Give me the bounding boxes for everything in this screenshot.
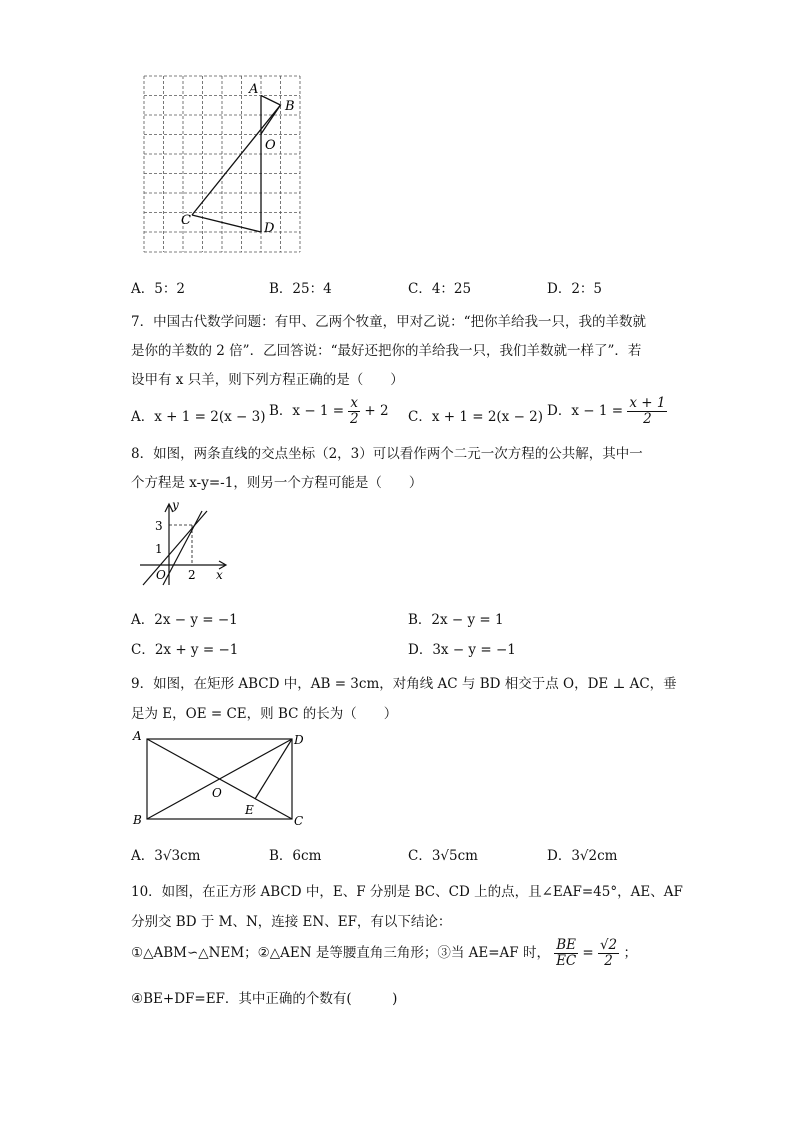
q9-option-a[interactable]: A．3√3cm bbox=[131, 848, 201, 864]
q8-option-a[interactable]: A．2x − y = −1 bbox=[131, 612, 238, 628]
q7-option-a[interactable]: A．x + 1 = 2(x − 3) bbox=[131, 409, 266, 425]
label-C: C bbox=[294, 814, 304, 828]
q7-b-num: x bbox=[350, 395, 359, 411]
q10-line4: ④BE+DF=EF．其中正确的个数有( ) bbox=[131, 991, 398, 1007]
label-B: B bbox=[285, 99, 295, 114]
q10-rhs-num: √2 bbox=[599, 937, 618, 953]
q7-d-den: 2 bbox=[643, 410, 652, 427]
figure-q9-rectangle bbox=[130, 728, 315, 830]
q7-d-pre: D．x − 1 = bbox=[547, 402, 624, 419]
axis-x-label: x bbox=[216, 568, 223, 582]
q10-line3-post: ； bbox=[623, 944, 637, 961]
q6-option-c[interactable]: C．4：25 bbox=[408, 281, 472, 297]
q7-option-d[interactable] bbox=[547, 396, 667, 427]
q10-rhs-den: 2 bbox=[604, 952, 613, 969]
q10-eq: = bbox=[582, 944, 594, 961]
q10-frac-be-ec bbox=[554, 938, 578, 969]
label-A: A bbox=[249, 82, 259, 97]
tick-1: 1 bbox=[155, 542, 163, 556]
tick-3: 3 bbox=[155, 519, 163, 533]
label-A: A bbox=[133, 729, 142, 743]
q8-line1: 8．如图，两条直线的交点坐标（2，3）可以看作两个二元一次方程的公共解，其中一 bbox=[131, 446, 643, 462]
q6-option-d[interactable]: D．2：5 bbox=[547, 281, 603, 297]
q6-option-b[interactable]: B．25：4 bbox=[269, 281, 332, 297]
q9-line1: 9．如图，在矩形 ABCD 中，AB = 3cm，对角线 AC 与 BD 相交于点 O，DE ⊥ AC，垂 bbox=[131, 676, 677, 692]
axis-y-label: y bbox=[172, 498, 179, 512]
q7-b-post: + 2 bbox=[364, 402, 389, 419]
q10-frac-rhs bbox=[598, 938, 619, 969]
q7-b-pre: B．x − 1 = bbox=[269, 402, 345, 419]
tick-2: 2 bbox=[188, 568, 196, 582]
figure-q8-graph bbox=[135, 497, 235, 587]
q9-option-b[interactable]: B．6cm bbox=[269, 848, 322, 864]
label-O: O bbox=[265, 138, 276, 153]
label-D: D bbox=[264, 221, 275, 236]
label-C: C bbox=[181, 213, 191, 228]
q10-line3 bbox=[131, 938, 637, 969]
label-B: B bbox=[133, 813, 142, 827]
q10-frac-num: BE bbox=[556, 937, 577, 953]
label-E: E bbox=[245, 803, 254, 817]
q9-option-d[interactable]: D．3√2cm bbox=[547, 848, 618, 864]
q7-line2: 是你的羊数的 2 倍”．乙回答说：“最好还把你的羊给我一只，我们羊数就一样了”．若 bbox=[131, 343, 642, 359]
q7-b-fraction bbox=[348, 396, 360, 427]
q9-option-c[interactable]: C．3√5cm bbox=[408, 848, 478, 864]
q8-option-b[interactable]: B．2x − y = 1 bbox=[408, 612, 504, 628]
q8-option-c[interactable]: C．2x + y = −1 bbox=[131, 642, 239, 658]
origin-label: O bbox=[156, 568, 166, 582]
q7-line3: 设甲有 x 只羊，则下列方程正确的是（ ） bbox=[131, 372, 404, 388]
q7-d-num: x + 1 bbox=[629, 395, 666, 411]
q7-d-fraction bbox=[627, 396, 667, 427]
q8-option-d[interactable]: D．3x − y = −1 bbox=[408, 642, 516, 658]
q7-line1: 7．中国古代数学问题：有甲、乙两个牧童，甲对乙说：“把你羊给我一只，我的羊数就 bbox=[131, 314, 646, 330]
q8-line2: 个方程是 x-y=-1，则另一个方程可能是（ ） bbox=[131, 475, 423, 491]
label-O: O bbox=[212, 786, 222, 800]
q10-line1: 10．如图，在正方形 ABCD 中，E、F 分别是 BC、CD 上的点，且∠EAF=45°，AE、AF bbox=[131, 884, 683, 900]
figure-q6-grid bbox=[140, 72, 310, 257]
label-D: D bbox=[294, 733, 304, 747]
q9-line2: 足为 E，OE = CE，则 BC 的长为（ ） bbox=[131, 706, 398, 722]
q7-option-c[interactable]: C．x + 1 = 2(x − 2) bbox=[408, 409, 544, 425]
q7-b-den: 2 bbox=[349, 410, 359, 427]
q10-line3-pre: ①△ABM∽△NEM；②△AEN 是等腰直角三角形；③当 AE=AF 时， bbox=[131, 944, 550, 961]
q10-frac-den: EC bbox=[556, 952, 577, 969]
q6-option-a[interactable]: A．5：2 bbox=[131, 281, 185, 297]
q7-option-b[interactable] bbox=[269, 396, 389, 427]
q10-line2: 分别交 BD 于 M、N，连接 EN、EF，有以下结论： bbox=[131, 914, 452, 930]
